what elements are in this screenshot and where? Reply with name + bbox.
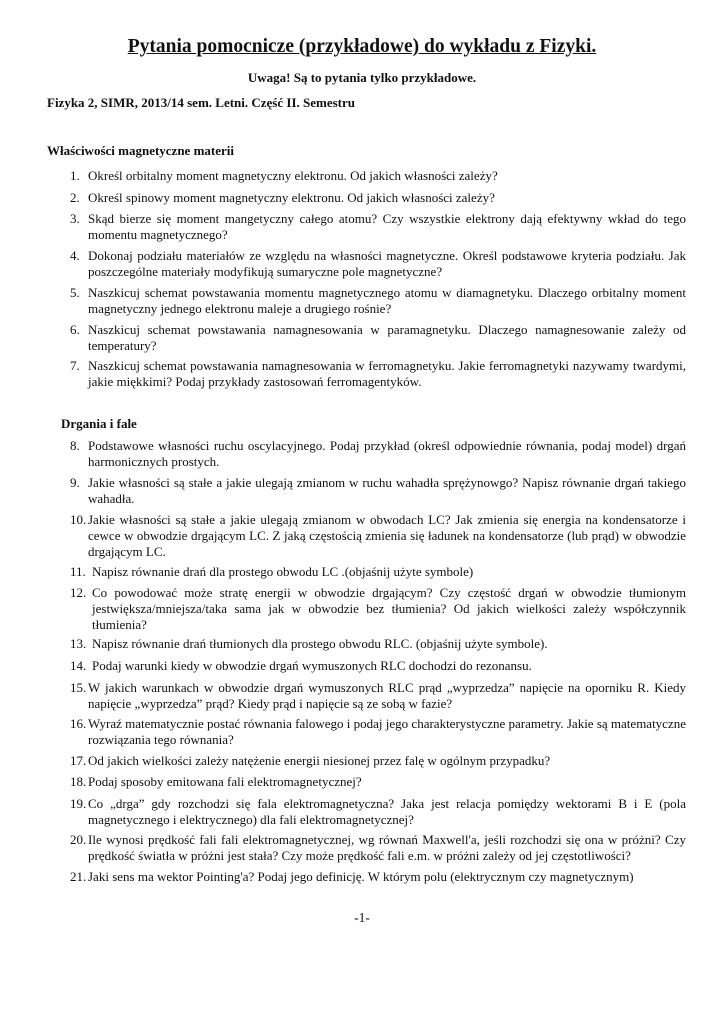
question-item <box>70 190 686 206</box>
question-number: 19. <box>70 796 87 811</box>
question-number: 14. <box>70 658 87 673</box>
question-item <box>70 285 686 317</box>
section-heading-oscillations: Drgania i fale <box>61 416 137 431</box>
question-item <box>70 585 686 633</box>
question-text: Jakie własności są stałe a jakie ulegają zmianom w obwodach LC? Jak zmienia się energia na kondensatorze i cewce w obwodzie drgającym LC. Z jaką częstością zmienia się ładunek na kondensatorze (lub prąd) w obwodzie drgającym LC. <box>88 512 686 559</box>
question-text: Dokonaj podziału materiałów ze względu na własności magnetyczne. Określ podstawowe kryteria podziału. Jak poszczególne materiały modyfikują sumaryczne pole magnetyczne? <box>88 248 686 279</box>
question-item <box>70 680 686 712</box>
question-item <box>70 753 686 769</box>
question-number: 1. <box>70 168 80 183</box>
question-item <box>70 168 686 184</box>
question-text: Od jakich wielkości zależy natężenie energii niesionej przez falę w ogólnym przypadku? <box>88 753 551 768</box>
question-text: W jakich warunkach w obwodzie drgań wymuszonych RLC prąd „wyprzedza” napięcie na oporniku R. Kiedy napięcie „wyprzedza” prąd? Kiedy prąd i napięcie są ze sobą w fazie? <box>88 680 686 711</box>
question-text: Naszkicuj schemat powstawania momentu magnetycznego atomu w diamagnetyku. Dlaczego orbitalny moment magnetyczny jednego elektronu maleje a drugiego rośnie? <box>88 285 686 316</box>
question-number: 17. <box>70 753 87 768</box>
question-text: Podaj warunki kiedy w obwodzie drgań wymuszonych RLC dochodzi do rezonansu. <box>92 658 532 673</box>
question-text: Skąd bierze się moment mangetyczny całego atomu? Czy wszystkie elektrony dają efektywny wkład do tego momentu magnetycznego? <box>88 211 686 242</box>
question-number: 4. <box>70 248 80 263</box>
question-text: Określ orbitalny moment magnetyczny elektronu. Od jakich własności zależy? <box>88 168 498 183</box>
question-text: Naszkicuj schemat powstawania namagnesowania w paramagnetyku. Dlaczego namagnesowanie zależy od temperatury? <box>88 322 686 353</box>
question-item <box>70 636 686 652</box>
question-item <box>70 438 686 470</box>
section-heading-magnetic: Właściwości magnetyczne materii <box>47 143 235 158</box>
question-item <box>70 475 686 507</box>
question-item <box>70 774 686 790</box>
question-item <box>70 512 686 560</box>
question-item <box>70 832 686 864</box>
question-number: 12. <box>70 585 87 600</box>
question-text: Wyraź matematycznie postać równania falowego i podaj jego charakterystyczne parametry. Jakie są matematyczne rozwiązania tego równania? <box>88 716 686 747</box>
question-number: 5. <box>70 285 80 300</box>
question-number: 6. <box>70 322 80 337</box>
question-text: Podstawowe własności ruchu oscylacyjnego. Podaj przykład (określ odpowiednie równania, podaj model) drgań harmonicznych prostych. <box>88 438 686 469</box>
question-number: 13. <box>70 636 87 651</box>
question-text: Napisz równanie drań dla prostego obwodu LC .(objaśnij użyte symbole) <box>92 564 474 579</box>
question-item <box>70 564 686 580</box>
question-number: 2. <box>70 190 80 205</box>
question-number: 16. <box>70 716 87 731</box>
question-item <box>70 716 686 748</box>
question-item <box>70 869 686 885</box>
page-number: -1- <box>354 910 370 925</box>
question-text: Jaki sens ma wektor Pointing'a? Podaj jego definicję. W którym polu (elektrycznym czy magnetycznym) <box>88 869 634 884</box>
question-number: 18. <box>70 774 87 789</box>
question-number: 9. <box>70 475 80 490</box>
question-item <box>70 211 686 243</box>
question-text: Określ spinowy moment magnetyczny elektronu. Od jakich własności zależy? <box>88 190 495 205</box>
question-text: Naszkicuj schemat powstawania namagnesowania w ferromagnetyku. Jakie ferromagnetyki nazywamy twardymi, jakie miękkimi? Podaj przykłady zastosowań ferromagentyków. <box>88 358 686 389</box>
document-title: Pytania pomocnicze (przykładowe) do wykładu z Fizyki. <box>127 36 597 57</box>
question-number: 11. <box>70 564 86 579</box>
question-number: 8. <box>70 438 80 453</box>
question-item <box>70 796 686 828</box>
course-info: Fizyka 2, SIMR, 2013/14 sem. Letni. Część II. Semestru <box>47 95 355 110</box>
notice-line: Uwaga! Są to pytania tylko przykładowe. <box>247 70 477 85</box>
question-number: 20. <box>70 832 87 847</box>
question-item <box>70 358 686 390</box>
question-number: 21. <box>70 869 87 884</box>
question-text: Jakie własności są stałe a jakie ulegają zmianom w ruchu wahadła sprężynowgo? Napisz równanie drgań takiego wahadła. <box>88 475 686 506</box>
question-text: Co „drga” gdy rozchodzi się fala elektromagnetyczna? Jaka jest relacja pomiędzy wektorami B i E (pola magnetycznego i elektrycznego) dla fali elektromagnetycznej? <box>88 796 686 827</box>
question-text: Ile wynosi prędkość fali fali elektromagnetycznej, wg równań Maxwell'a, jeśli rozchodzi się ona w próżni? Czy prędkość światła w próżni jest stała? Czy może prędkość fali e.m. w próżni zależy od jej częstotliwości? <box>88 832 686 863</box>
question-number: 3. <box>70 211 80 226</box>
question-number: 10. <box>70 512 87 527</box>
question-number: 7. <box>70 358 80 373</box>
question-text: Podaj sposoby emitowana fali elektromagnetycznej? <box>88 774 362 789</box>
question-item <box>70 248 686 280</box>
question-text: Co powodować może stratę energii w obwodzie drgającym? Czy częstość drgań w obwodzie tłumionym jestwiększa/mniejsza/taka sama jak w obwodzie bez tłumienia? Od jakich wielkości zależy współczynnik tłumienia? <box>92 585 686 632</box>
question-number: 15. <box>70 680 87 695</box>
question-item <box>70 322 686 354</box>
question-item <box>70 658 686 674</box>
question-text: Napisz równanie drań tłumionych dla prostego obwodu RLC. (objaśnij użyte symbole). <box>92 636 548 651</box>
